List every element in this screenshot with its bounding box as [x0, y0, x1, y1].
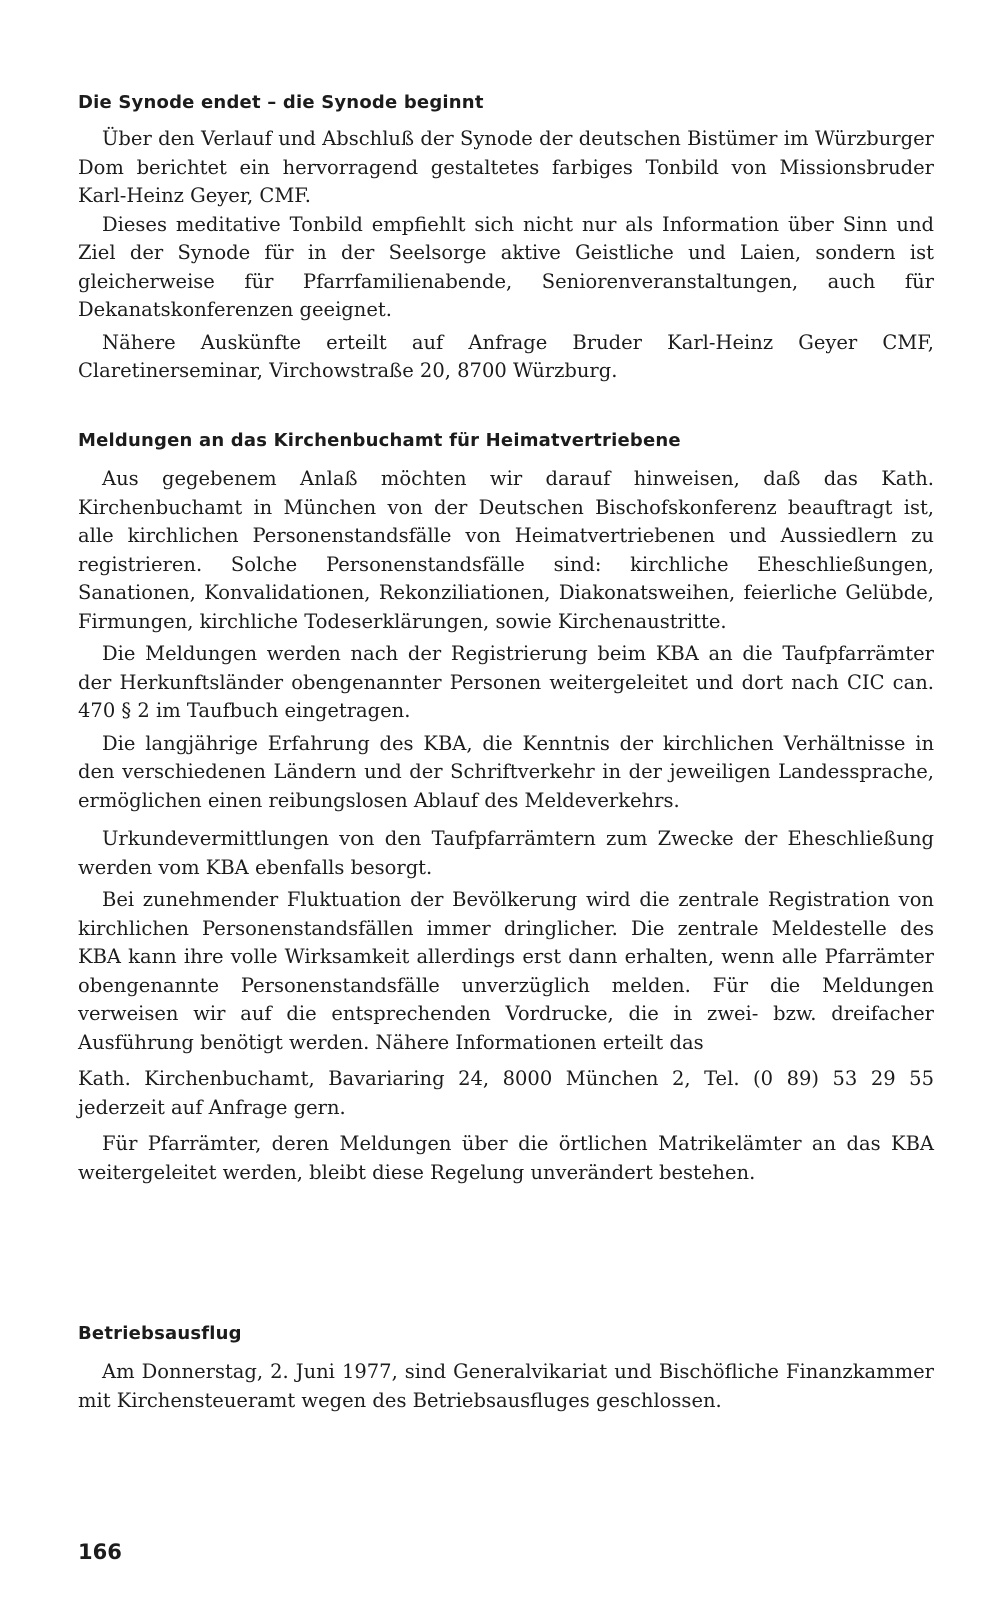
- paragraph: Urkundevermittlungen von den Taufpfarrämtern zum Zwecke der Eheschließung werden vom KBA ebenfalls besorgt.: [78, 827, 934, 879]
- section-betriebsausflug: [78, 1323, 934, 1415]
- page-number: 166: [78, 1540, 122, 1564]
- section-heading: Meldungen an das Kirchenbuchamt für Heimatvertriebene: [78, 430, 681, 451]
- section-heading: Die Synode endet – die Synode beginnt: [78, 92, 484, 113]
- section-kirchenbuchamt: [78, 430, 934, 1187]
- paragraph: Nähere Auskünfte erteilt auf Anfrage Bruder Karl-Heinz Geyer CMF, Claretinerseminar, Virchowstraße 20, 8700 Würzburg.: [78, 330, 934, 382]
- paragraph: Die Meldungen werden nach der Registrierung beim KBA an die Taufpfarrämter der Herkunftsländer obengenannter Personen weitergeleitet und dort nach CIC can. 470 § 2 im Taufbuch eingetragen.: [78, 642, 934, 722]
- paragraph: Am Donnerstag, 2. Juni 1977, sind Generalvikariat und Bischöfliche Finanzkammer mit Kirchensteueramt wegen des Betriebsausfluges geschlossen.: [78, 1360, 934, 1412]
- paragraph: Für Pfarrämter, deren Meldungen über die örtlichen Matrikelämter an das KBA weitergeleitet werden, bleibt diese Regelung unverändert bestehen.: [78, 1132, 934, 1184]
- paragraph: Dieses meditative Tonbild empfiehlt sich nicht nur als Information über Sinn und Ziel der Synode für in der Seelsorge aktive Geistliche und Laien, sondern ist gleicherweise für Pfarrfamilienabende, Seniorenveranstaltungen, auch für Dekanatskonferenzen geeignet.: [78, 212, 934, 321]
- section-synode: [78, 92, 934, 386]
- paragraph: Kath. Kirchenbuchamt, Bavariaring 24, 8000 München 2, Tel. (0 89) 53 29 55 jederzeit auf Anfrage gern.: [78, 1067, 934, 1119]
- paragraph: Über den Verlauf und Abschluß der Synode der deutschen Bistümer im Würzburger Dom berichtet ein hervorragend gestaltetes farbiges Tonbild von Missionsbruder Karl-Heinz Geyer, CMF.: [78, 127, 934, 207]
- paragraph: Aus gegebenem Anlaß möchten wir darauf hinweisen, daß das Kath. Kirchenbuchamt in München von der Deutschen Bischofskonferenz beauftragt ist, alle kirchlichen Personenstandsfälle von Heimatvertriebenen und Aussiedlern zu registrieren. Solche Personenstandsfälle sind: kirchliche Eheschließungen, Sanationen, Konvalidationen, Rekonziliationen, Diakonatsweihen, feierliche Gelübde, Firmungen, kirchliche Todeserklärungen, sowie Kirchenaustritte.: [78, 467, 934, 633]
- paragraph: Bei zunehmender Fluktuation der Bevölkerung wird die zentrale Registration von kirchlichen Personenstandsfällen immer dringlicher. Die zentrale Meldestelle des KBA kann ihre volle Wirksamkeit allerdings erst dann erhalten, wenn alle Pfarrämter obengenannte Personenstandsfälle unverzüglich melden. Für die Meldungen verweisen wir auf die entsprechenden Vordrucke, die in zwei- bzw. dreifacher Ausführung benötigt werden. Nähere Informationen erteilt das: [78, 888, 934, 1054]
- paragraph: Die langjährige Erfahrung des KBA, die Kenntnis der kirchlichen Verhältnisse in den verschiedenen Ländern und der Schriftverkehr in der jeweiligen Landessprache, ermöglichen einen reibungslosen Ablauf des Meldeverkehrs.: [78, 731, 934, 812]
- section-heading: Betriebsausflug: [78, 1323, 242, 1344]
